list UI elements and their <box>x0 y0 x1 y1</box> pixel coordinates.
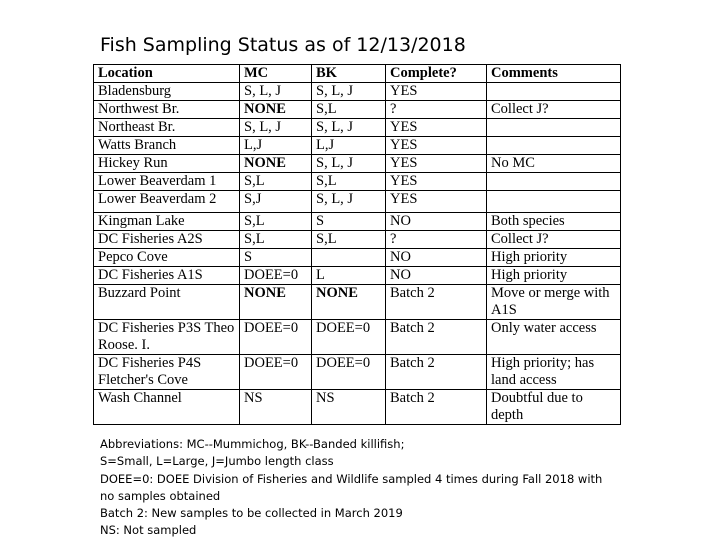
complete-cell: Batch 2 <box>386 355 487 390</box>
column-header-bk: BK <box>312 65 386 83</box>
bk-cell: L,J <box>312 137 386 155</box>
bk-cell: S <box>312 213 386 231</box>
complete-cell: YES <box>386 119 487 137</box>
bk-cell: S, L, J <box>312 83 386 101</box>
bk-cell: S, L, J <box>312 119 386 137</box>
bk-cell: NONE <box>312 285 386 320</box>
location-cell: Lower Beaverdam 2 <box>94 191 240 213</box>
location-cell: Bladensburg <box>94 83 240 101</box>
comments-cell: High priority <box>487 267 621 285</box>
table-row <box>94 155 621 173</box>
comments-cell: Move or merge with A1S <box>487 285 621 320</box>
bk-cell: S,L <box>312 173 386 191</box>
note-line: Batch 2: New samples to be collected in March 2019 <box>100 506 403 521</box>
complete-cell: ? <box>386 101 487 119</box>
mc-cell: NS <box>240 390 312 425</box>
complete-cell: NO <box>386 213 487 231</box>
location-cell: Wash Channel <box>94 390 240 425</box>
comments-cell <box>487 173 621 191</box>
location-cell: DC Fisheries P3S Theo Roose. I. <box>94 320 240 355</box>
bk-cell: S, L, J <box>312 191 386 213</box>
location-cell: Buzzard Point <box>94 285 240 320</box>
abbreviation-notes <box>100 436 620 540</box>
table-row <box>94 83 621 101</box>
table-row <box>94 231 621 249</box>
location-cell: Pepco Cove <box>94 249 240 267</box>
comments-cell <box>487 119 621 137</box>
complete-cell: YES <box>386 155 487 173</box>
mc-cell: S, L, J <box>240 119 312 137</box>
bk-cell: DOEE=0 <box>312 320 386 355</box>
mc-cell: S <box>240 249 312 267</box>
bk-cell: S,L <box>312 231 386 249</box>
table-row <box>94 191 621 213</box>
mc-cell: DOEE=0 <box>240 320 312 355</box>
complete-cell: YES <box>386 191 487 213</box>
note-line: NS: Not sampled <box>100 523 197 538</box>
table-row <box>94 249 621 267</box>
note-line: DOEE=0: DOEE Division of Fisheries and Wildlife sampled 4 times during Fall 2018 with <box>100 471 603 486</box>
comments-cell: Collect J? <box>487 101 621 119</box>
table-row <box>94 390 621 425</box>
location-cell: Lower Beaverdam 1 <box>94 173 240 191</box>
complete-cell: YES <box>386 83 487 101</box>
location-cell: Watts Branch <box>94 137 240 155</box>
page-title: Fish Sampling Status as of 12/13/2018 <box>100 34 466 56</box>
complete-cell: YES <box>386 173 487 191</box>
comments-cell: Collect J? <box>487 231 621 249</box>
comments-cell: High priority; has land access <box>487 355 621 390</box>
column-header-location: Location <box>94 65 240 83</box>
comments-cell: No MC <box>487 155 621 173</box>
complete-cell: YES <box>386 137 487 155</box>
table-row <box>94 355 621 390</box>
comments-cell: Doubtful due to depth <box>487 390 621 425</box>
comments-cell <box>487 191 621 213</box>
bk-cell: NS <box>312 390 386 425</box>
bk-cell <box>312 249 386 267</box>
bk-cell: DOEE=0 <box>312 355 386 390</box>
complete-cell: Batch 2 <box>386 390 487 425</box>
mc-cell: NONE <box>240 155 312 173</box>
comments-cell <box>487 83 621 101</box>
table-row <box>94 119 621 137</box>
mc-cell: L,J <box>240 137 312 155</box>
complete-cell: Batch 2 <box>386 320 487 355</box>
complete-cell: ? <box>386 231 487 249</box>
comments-cell: High priority <box>487 249 621 267</box>
table-row <box>94 101 621 119</box>
mc-cell: NONE <box>240 101 312 119</box>
table-row <box>94 173 621 191</box>
location-cell: DC Fisheries A1S <box>94 267 240 285</box>
note-line: Abbreviations: MC--Mummichog, BK--Banded killifish; <box>100 437 405 451</box>
location-cell: DC Fisheries A2S <box>94 231 240 249</box>
column-header-mc: MC <box>240 65 312 83</box>
complete-cell: NO <box>386 267 487 285</box>
bk-cell: L <box>312 267 386 285</box>
comments-cell <box>487 137 621 155</box>
comments-cell: Both species <box>487 213 621 231</box>
complete-cell: Batch 2 <box>386 285 487 320</box>
table-row <box>94 137 621 155</box>
location-cell: Kingman Lake <box>94 213 240 231</box>
comments-cell: Only water access <box>487 320 621 355</box>
location-cell: Hickey Run <box>94 155 240 173</box>
table-header-row <box>94 65 621 83</box>
location-cell: Northwest Br. <box>94 101 240 119</box>
bk-cell: S,L <box>312 101 386 119</box>
mc-cell: S,J <box>240 191 312 213</box>
table-row <box>94 285 621 320</box>
location-cell: Northeast Br. <box>94 119 240 137</box>
note-line: no samples obtained <box>100 488 221 503</box>
table-row <box>94 213 621 231</box>
table-row <box>94 320 621 355</box>
mc-cell: DOEE=0 <box>240 267 312 285</box>
column-header-complete: Complete? <box>386 65 487 83</box>
location-cell: DC Fisheries P4S Fletcher's Cove <box>94 355 240 390</box>
status-table-container <box>93 64 621 425</box>
mc-cell: NONE <box>240 285 312 320</box>
status-table <box>93 64 621 425</box>
mc-cell: S,L <box>240 173 312 191</box>
mc-cell: S,L <box>240 213 312 231</box>
note-line: S=Small, L=Large, J=Jumbo length class <box>100 454 334 469</box>
mc-cell: S,L <box>240 231 312 249</box>
complete-cell: NO <box>386 249 487 267</box>
bk-cell: S, L, J <box>312 155 386 173</box>
column-header-comments: Comments <box>487 65 621 83</box>
mc-cell: S, L, J <box>240 83 312 101</box>
mc-cell: DOEE=0 <box>240 355 312 390</box>
table-row <box>94 267 621 285</box>
